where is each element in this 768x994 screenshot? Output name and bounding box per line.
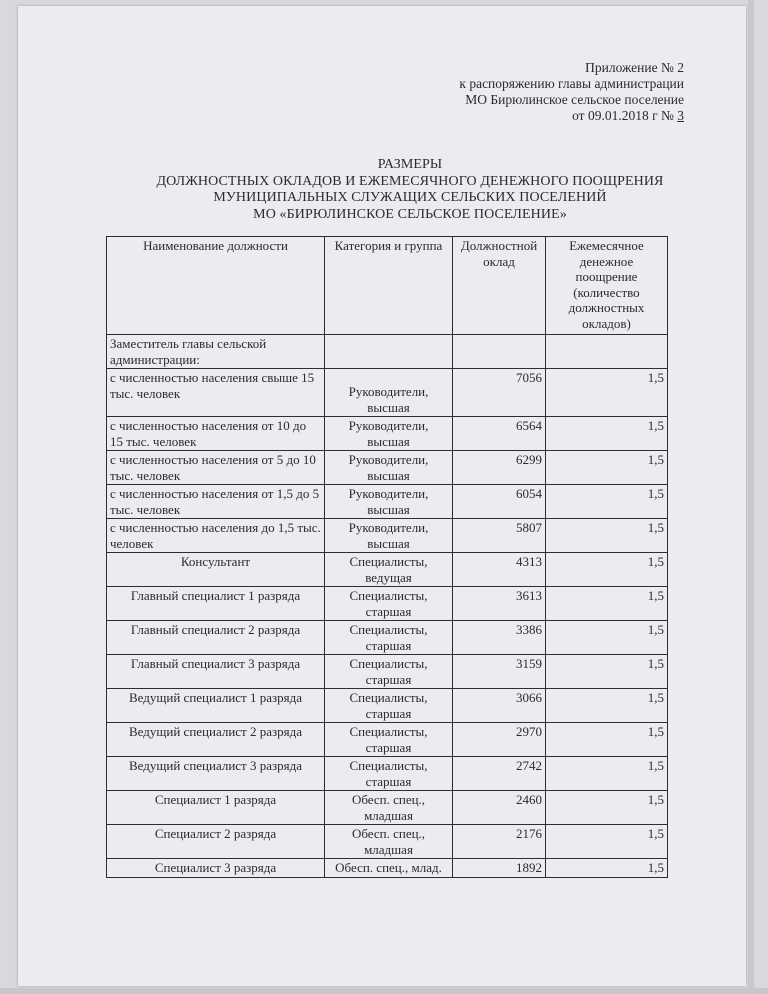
cell-bonus: 1,5 bbox=[546, 369, 668, 417]
cell-bonus: 1,5 bbox=[546, 485, 668, 519]
table-row bbox=[107, 417, 668, 451]
table-row bbox=[107, 859, 668, 878]
cell-salary: 3159 bbox=[453, 655, 546, 689]
document-title bbox=[150, 157, 670, 223]
group-empty-cell bbox=[325, 335, 453, 369]
cell-salary: 6564 bbox=[453, 417, 546, 451]
cell-position: Специалист 1 разряда bbox=[107, 791, 325, 825]
title-line-2: ДОЛЖНОСТНЫХ ОКЛАДОВ И ЕЖЕМЕСЯЧНОГО ДЕНЕЖНОГО ПООЩРЕНИЯ bbox=[156, 173, 664, 189]
table-row bbox=[107, 553, 668, 587]
table-row bbox=[107, 369, 668, 417]
cell-bonus: 1,5 bbox=[546, 655, 668, 689]
cell-position: с численностью населения от 5 до 10 тыс. человек bbox=[107, 451, 325, 485]
title-line-1: РАЗМЕРЫ bbox=[377, 157, 443, 172]
cell-position: Главный специалист 2 разряда bbox=[107, 621, 325, 655]
cell-bonus: 1,5 bbox=[546, 587, 668, 621]
table-row bbox=[107, 519, 668, 553]
cell-category: Обесп. спец., младшая bbox=[325, 825, 453, 859]
cell-category: Обесп. спец., младшая bbox=[325, 791, 453, 825]
title-line-3: МУНИЦИПАЛЬНЫХ СЛУЖАЩИХ СЕЛЬСКИХ ПОСЕЛЕНИЙ bbox=[213, 190, 607, 205]
cell-salary: 3386 bbox=[453, 621, 546, 655]
annex-municipality: МО Бирюлинское сельское поселение bbox=[465, 92, 684, 107]
cell-category: Специалисты, старшая bbox=[325, 621, 453, 655]
cell-salary: 5807 bbox=[453, 519, 546, 553]
cell-bonus: 1,5 bbox=[546, 791, 668, 825]
cell-bonus: 1,5 bbox=[546, 859, 668, 878]
header-salary: Должностной оклад bbox=[453, 237, 546, 335]
cell-salary: 2176 bbox=[453, 825, 546, 859]
cell-category: Специалисты, старшая bbox=[325, 723, 453, 757]
cell-bonus: 1,5 bbox=[546, 519, 668, 553]
cell-category: Руководители, высшая bbox=[325, 451, 453, 485]
table-row bbox=[107, 689, 668, 723]
page-bottom-edge bbox=[0, 988, 768, 994]
cell-salary: 6054 bbox=[453, 485, 546, 519]
cell-salary: 4313 bbox=[453, 553, 546, 587]
cell-position: Консультант bbox=[107, 553, 325, 587]
group-empty-cell bbox=[546, 335, 668, 369]
cell-position: Ведущий специалист 2 разряда bbox=[107, 723, 325, 757]
header-bonus: Ежемесячное денежное поощрение (количество должностных окладов) bbox=[546, 237, 668, 335]
table-row bbox=[107, 757, 668, 791]
cell-category: Руководители, высшая bbox=[325, 485, 453, 519]
cell-category: Специалисты, ведущая bbox=[325, 553, 453, 587]
annex-date-text: от 09.01.2018 г № bbox=[572, 108, 678, 123]
table-row bbox=[107, 655, 668, 689]
group-empty-cell bbox=[453, 335, 546, 369]
annex-header bbox=[364, 60, 684, 124]
cell-category: Специалисты, старшая bbox=[325, 757, 453, 791]
table-row bbox=[107, 587, 668, 621]
table-row bbox=[107, 621, 668, 655]
cell-position: Главный специалист 3 разряда bbox=[107, 655, 325, 689]
table-row bbox=[107, 723, 668, 757]
header-position: Наименование должности bbox=[107, 237, 325, 335]
cell-position: Ведущий специалист 1 разряда bbox=[107, 689, 325, 723]
cell-bonus: 1,5 bbox=[546, 451, 668, 485]
cell-category: Руководители, высшая bbox=[325, 369, 453, 417]
cell-bonus: 1,5 bbox=[546, 417, 668, 451]
table-row bbox=[107, 485, 668, 519]
table-row bbox=[107, 451, 668, 485]
cell-salary: 6299 bbox=[453, 451, 546, 485]
table-row bbox=[107, 791, 668, 825]
table-header-row bbox=[107, 237, 668, 335]
cell-category: Специалисты, старшая bbox=[325, 689, 453, 723]
cell-bonus: 1,5 bbox=[546, 553, 668, 587]
cell-position: с численностью населения от 10 до 15 тыс. человек bbox=[107, 417, 325, 451]
annex-order-reference: к распоряжению главы администрации bbox=[459, 76, 684, 91]
cell-position: с численностью населения свыше 15 тыс. человек bbox=[107, 369, 325, 417]
cell-bonus: 1,5 bbox=[546, 757, 668, 791]
cell-bonus: 1,5 bbox=[546, 621, 668, 655]
cell-category: Руководители, высшая bbox=[325, 519, 453, 553]
cell-category: Специалисты, старшая bbox=[325, 587, 453, 621]
title-line-4: МО «БИРЮЛИНСКОЕ СЕЛЬСКОЕ ПОСЕЛЕНИЕ» bbox=[253, 206, 567, 222]
cell-salary: 2970 bbox=[453, 723, 546, 757]
cell-salary: 1892 bbox=[453, 859, 546, 878]
cell-bonus: 1,5 bbox=[546, 689, 668, 723]
cell-position: с численностью населения до 1,5 тыс. человек bbox=[107, 519, 325, 553]
table-row bbox=[107, 825, 668, 859]
cell-category: Специалисты, старшая bbox=[325, 655, 453, 689]
cell-bonus: 1,5 bbox=[546, 825, 668, 859]
cell-position: Специалист 3 разряда bbox=[107, 859, 325, 878]
cell-salary: 2460 bbox=[453, 791, 546, 825]
cell-position: Специалист 2 разряда bbox=[107, 825, 325, 859]
header-category: Категория и группа bbox=[325, 237, 453, 335]
annex-order-number: 3 bbox=[677, 108, 684, 123]
page-edge bbox=[748, 0, 754, 994]
cell-position: Главный специалист 1 разряда bbox=[107, 587, 325, 621]
group-label: Заместитель главы сельской администрации: bbox=[107, 335, 325, 369]
cell-bonus: 1,5 bbox=[546, 723, 668, 757]
cell-salary: 3613 bbox=[453, 587, 546, 621]
annex-date bbox=[364, 108, 684, 124]
cell-category: Руководители, высшая bbox=[325, 417, 453, 451]
cell-salary: 7056 bbox=[453, 369, 546, 417]
salary-table bbox=[106, 236, 668, 878]
annex-number: Приложение № 2 bbox=[585, 60, 684, 75]
cell-position: Ведущий специалист 3 разряда bbox=[107, 757, 325, 791]
table-group-row bbox=[107, 335, 668, 369]
cell-position: с численностью населения от 1,5 до 5 тыс. человек bbox=[107, 485, 325, 519]
cell-category: Обесп. спец., млад. bbox=[325, 859, 453, 878]
cell-salary: 2742 bbox=[453, 757, 546, 791]
cell-salary: 3066 bbox=[453, 689, 546, 723]
